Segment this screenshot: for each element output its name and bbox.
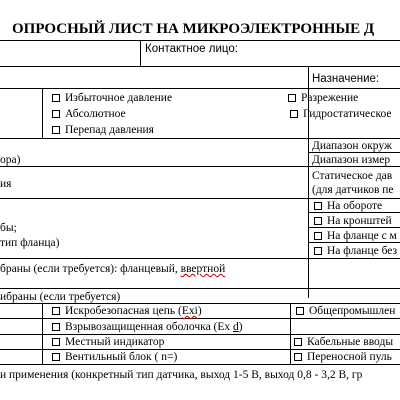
checkbox[interactable] xyxy=(314,202,322,210)
checkbox[interactable] xyxy=(296,307,304,315)
mount-flange-with[interactable]: На фланце с м xyxy=(314,229,397,243)
option-general[interactable]: Общепромышлен xyxy=(296,304,395,318)
measure-range-label: Диапазон измер xyxy=(312,154,391,166)
option-absolute[interactable]: Абсолютное xyxy=(52,107,126,121)
checkbox[interactable] xyxy=(290,110,298,118)
checkbox[interactable] xyxy=(52,94,60,102)
mount-flange-without[interactable]: На фланце без xyxy=(314,244,397,258)
grid-line xyxy=(0,40,400,41)
left-fragment: ия xyxy=(0,178,12,190)
ambient-range-label: Диапазон окруж xyxy=(312,140,392,152)
option-valve-block[interactable]: Вентильный блок ( n=) xyxy=(52,350,177,364)
checkbox[interactable] xyxy=(314,247,322,255)
option-cable-entries[interactable]: Кабельные вводы xyxy=(294,335,393,349)
checkbox[interactable] xyxy=(314,217,322,225)
checkbox[interactable] xyxy=(52,323,60,331)
option-overpressure[interactable]: Избыточное давление xyxy=(52,91,172,105)
option-portable-panel[interactable]: Переносной пуль xyxy=(294,350,392,364)
left-fragment: ора) xyxy=(0,154,21,166)
grid-line xyxy=(0,66,400,67)
checkbox[interactable] xyxy=(294,338,302,346)
checkbox[interactable] xyxy=(52,338,60,346)
mount-on-bracket[interactable]: На кронштей xyxy=(314,214,392,228)
static-pressure-note: (для датчиков пе xyxy=(312,184,394,196)
option-differential[interactable]: Перепад давления xyxy=(52,123,154,137)
grid-line xyxy=(290,303,291,364)
checkbox[interactable] xyxy=(294,353,302,361)
grid-line xyxy=(0,288,400,289)
checkbox[interactable] xyxy=(52,353,60,361)
checkbox[interactable] xyxy=(288,94,296,102)
grid-line xyxy=(0,88,400,89)
form-title: ОПРОСНЫЙ ЛИСТ НА МИКРОЭЛЕКТРОННЫЕ Д xyxy=(12,21,375,37)
membrane-type-label: браны (если требуется): фланцевый, ввертной xyxy=(0,263,226,275)
checkbox[interactable] xyxy=(52,110,60,118)
option-vacuum[interactable]: Разрежение xyxy=(288,91,358,105)
membrane-material-label: ибраны (если требуется) xyxy=(0,291,121,303)
static-pressure-label: Статическое дав xyxy=(312,170,393,182)
grid-line xyxy=(42,303,43,364)
grid-line xyxy=(140,40,141,66)
checkbox[interactable] xyxy=(52,126,60,134)
checkbox[interactable] xyxy=(314,232,322,240)
left-fragment: тип фланца) xyxy=(0,237,60,249)
option-hydrostatic[interactable]: Гидростатическое xyxy=(290,107,392,121)
option-intrinsic[interactable]: Искробезопасная цепь (Exi) xyxy=(52,304,202,318)
grid-line xyxy=(0,364,400,365)
checkbox[interactable] xyxy=(52,307,60,315)
option-flameproof[interactable]: Взрывозащищенная оболочка (Ex d) xyxy=(52,320,243,334)
option-local-indicator[interactable]: Местный индикатор xyxy=(52,335,164,349)
application-note: и применения (конкретный тип датчика, выход 1-5 В, выход 0,8 - 3,2 В, гр xyxy=(0,369,363,381)
grid-line xyxy=(0,258,400,259)
grid-line xyxy=(0,318,400,319)
purpose-label: Назначение: xyxy=(312,73,380,85)
mount-on-back[interactable]: На обороте xyxy=(314,199,382,213)
left-fragment: бы; xyxy=(0,222,17,234)
contact-label: Контактное лицо: xyxy=(145,43,238,55)
grid-line xyxy=(42,88,43,138)
